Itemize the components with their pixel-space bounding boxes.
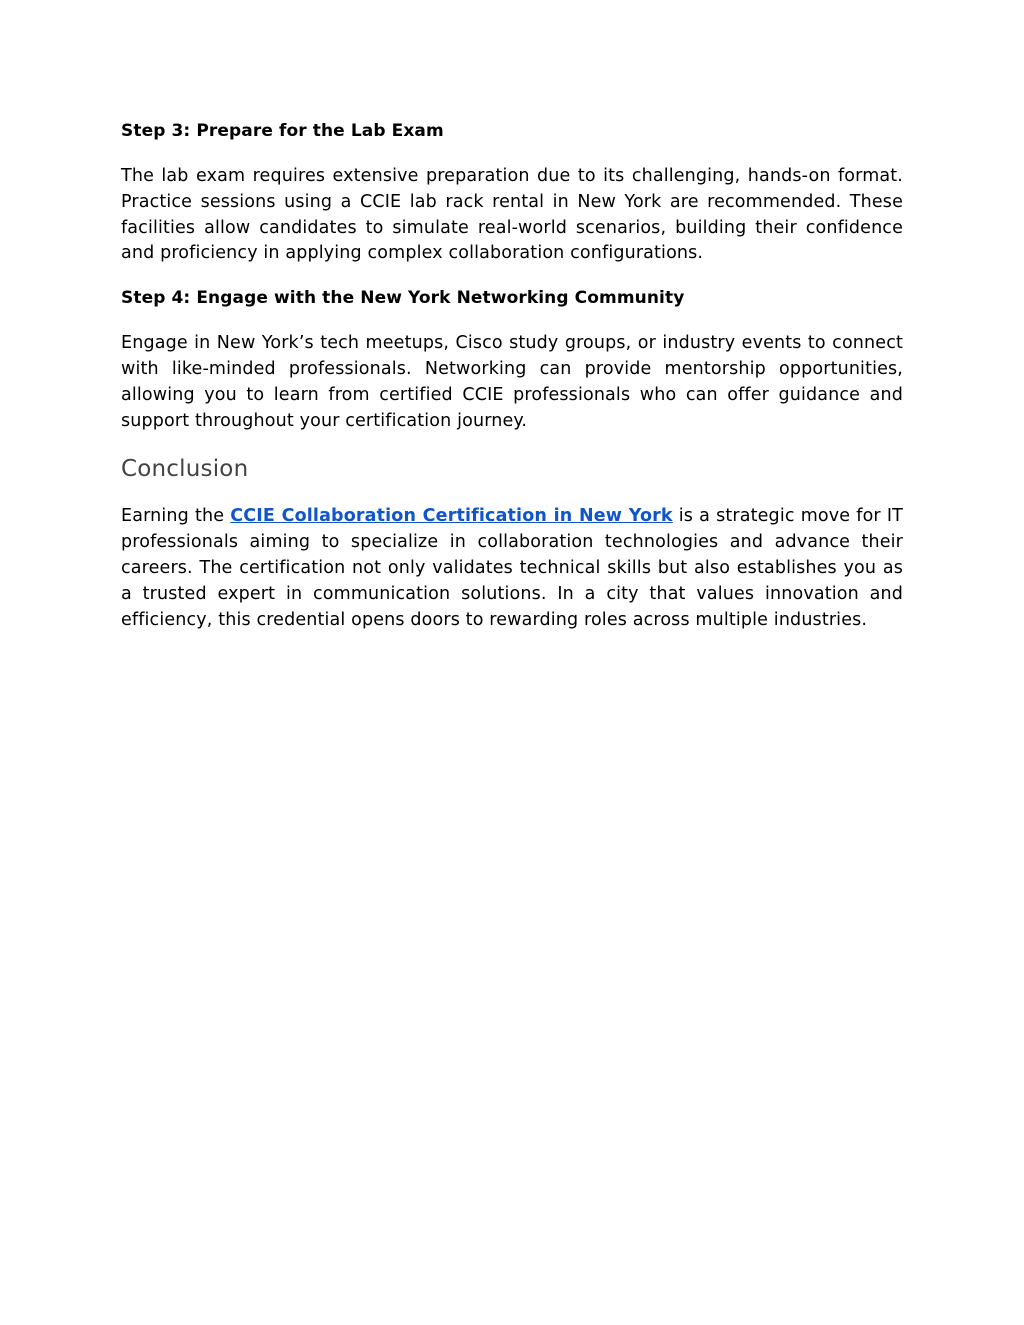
document-page: [121, 118, 903, 633]
step-4-heading: Step 4: Engage with the New York Networking Community: [121, 288, 685, 309]
step-3-paragraph: The lab exam requires extensive preparation due to its challenging, hands-on format. Practice sessions using a CCIE lab rack rental in New York are recommended. These facilities allow candidates to simulate real-world scenarios, building their confidence and proficiency in applying complex collaboration configurations.: [121, 166, 903, 264]
conclusion-text-after-link: is a strategic move for IT professionals aiming to specialize in collaboration technologies and advance their careers. The certification not only validates technical skills but also establishes you as a trusted expert in communication solutions. In a city that values innovation and efficiency, this credential opens doors to rewarding roles across multiple industries.: [121, 506, 904, 630]
ccie-collaboration-link[interactable]: CCIE Collaboration Certification in New York: [230, 506, 673, 527]
conclusion-paragraph: [121, 504, 903, 633]
conclusion-heading: Conclusion: [121, 456, 249, 483]
conclusion-text-before-link: Earning the: [121, 506, 231, 527]
step-4-paragraph: Engage in New York’s tech meetups, Cisco study groups, or industry events to connect with like-minded professionals. Networking can provide mentorship opportunities, allowing you to learn from certified CCIE professionals who can offer guidance and support throughout your certification journey.: [121, 333, 903, 431]
step-3-heading: Step 3: Prepare for the Lab Exam: [121, 121, 444, 141]
